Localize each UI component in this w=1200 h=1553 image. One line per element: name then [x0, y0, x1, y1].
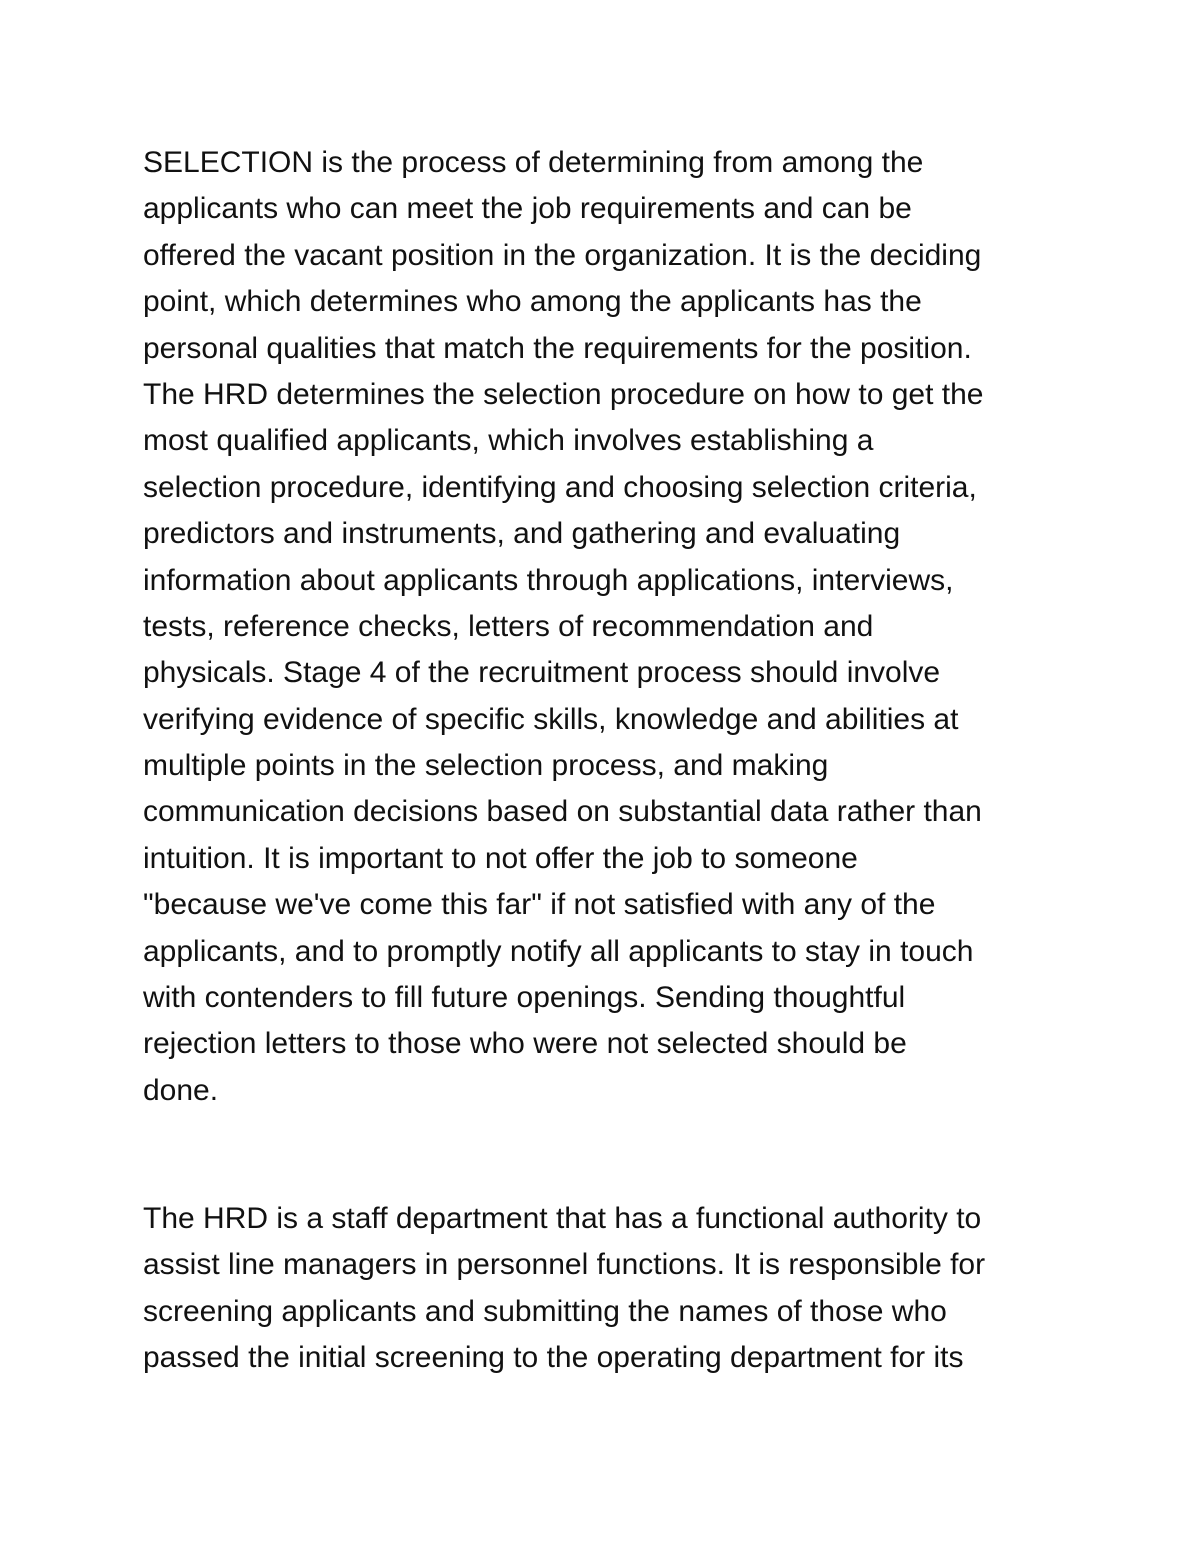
text-line: done.: [143, 1073, 219, 1107]
text-line: communication decisions based on substantial data rather than: [143, 795, 982, 829]
text-line: SELECTION is the process of determining from among the: [143, 146, 924, 179]
text-line: most qualified applicants, which involves establishing a: [143, 424, 874, 458]
text-line: screening applicants and submitting the names of those who: [143, 1294, 947, 1328]
text-line: with contenders to fill future openings. Sending thoughtful: [143, 981, 906, 1015]
paragraph-selection: [143, 140, 1083, 1114]
text-line: predictors and instruments, and gathering and evaluating: [143, 517, 901, 551]
text-line: passed the initial screening to the operating department for its: [143, 1341, 964, 1375]
text-line: offered the vacant position in the organization. It is the deciding: [143, 238, 982, 272]
text-line: personal qualities that match the requirements for the position.: [143, 331, 972, 365]
text-line: tests, reference checks, letters of recommendation and: [143, 609, 874, 643]
text-line: verifying evidence of specific skills, knowledge and abilities at: [143, 702, 959, 736]
text-line: multiple points in the selection process, and making: [143, 749, 829, 783]
paragraph-hrd: [143, 1196, 1083, 1382]
text-line: "because we've come this far" if not satisfied with any of the: [143, 888, 936, 922]
text-line: information about applicants through applications, interviews,: [143, 563, 954, 597]
text-line: selection procedure, identifying and choosing selection criteria,: [143, 470, 977, 504]
text-line: rejection letters to those who were not selected should be: [143, 1027, 907, 1061]
text-line: applicants who can meet the job requirements and can be: [143, 192, 912, 226]
text-line: point, which determines who among the applicants has the: [143, 285, 922, 319]
text-line: intuition. It is important to not offer the job to someone: [143, 841, 858, 875]
text-line: The HRD determines the selection procedure on how to get the: [143, 377, 984, 411]
text-line: The HRD is a staff department that has a functional authority to: [143, 1202, 982, 1235]
text-line: applicants, and to promptly notify all applicants to stay in touch: [143, 934, 974, 968]
text-line: physicals. Stage 4 of the recruitment process should involve: [143, 656, 941, 690]
text-line: assist line managers in personnel functions. It is responsible for: [143, 1248, 986, 1282]
